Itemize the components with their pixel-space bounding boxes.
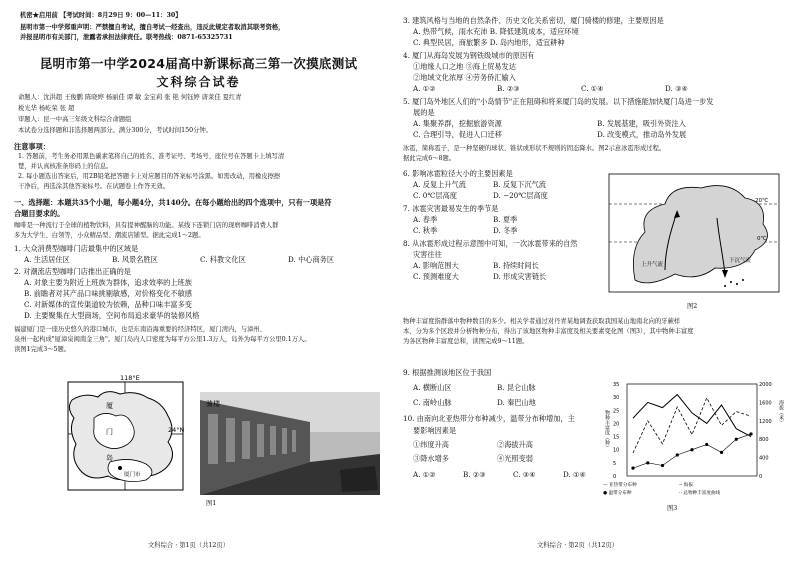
intro4-3: 为各区物种丰富度总和，读图完成9～11题。 — [403, 338, 529, 345]
fig2-caption: 图2 — [687, 303, 698, 310]
q6-opt-d: D. −20℃层高度 — [493, 191, 548, 200]
intro2-3: 读图1完成3～5题。 — [14, 346, 71, 353]
q5-stem: 5. 厦门岛外地区人们的"小岛情节"正在阻碍和将来厦门岛的发展。以下措施能加快厦门岛进一步发 — [403, 97, 714, 106]
y-left-tick-1: 5 — [613, 460, 617, 467]
label-downdraft: 下沉气流 — [729, 258, 752, 264]
map-label-1: 厦 — [106, 402, 113, 410]
series-point-1-3 — [676, 453, 679, 456]
qilou-photo — [200, 392, 380, 495]
series-point-1-7 — [735, 438, 738, 441]
hail-diagram — [605, 170, 785, 302]
intro2-2: 泉州一起构成"厦漳泉闽南金三角"。厦门岛内人口密度为每平方公里1.3万人，岛外为每平方公里0.1万人。 — [14, 336, 311, 343]
intro4-2: 本，分为多个区段并分析物种分布，得出了该地区物种丰富度及相关要素变化图（图3），其中物种丰富度 — [403, 328, 694, 335]
legend-4: ·· 总物种丰富度曲线 — [679, 491, 721, 496]
q9-opt-d: D. 秦巴山地 — [497, 398, 536, 407]
q1-opt-d: D. 中心商务区 — [288, 255, 335, 264]
map-longitude: 118°E — [120, 374, 140, 382]
y-left-tick-2: 10 — [613, 447, 620, 454]
q5-opt-c: C. 合理引导，促进人口迁移 — [413, 130, 502, 139]
q2-stem: 2. 对潮流店型咖啡门店推出正确的是 — [14, 267, 131, 276]
series-point-1-4 — [690, 448, 693, 451]
header-line: 机密★启用前 【考试时间：8月29日 9：00—11：30】 — [20, 12, 182, 19]
q10-opt-1: ①纬度升高 — [413, 440, 449, 449]
q3-opts-cd: C. 典型民居，商旅繁多 D. 岛内地形，适宜耕种 — [413, 38, 565, 47]
q3-opts-ab: A. 热带气候，雨水充沛 B. 降低建筑成本，适应环境 — [413, 27, 579, 36]
intro-1: 咖啡是一种流行于全球的植物饮料，具有提神醒脑的功能。某线下连锁门店的现磨咖啡消费人群 — [14, 222, 279, 229]
map-label-3: 岛 — [106, 454, 113, 462]
legend-3: ● 温带分布种 — [603, 491, 632, 496]
series-point-1-8 — [749, 432, 752, 435]
page-footer-2: 文科综合 · 第2页（共12页） — [537, 542, 618, 549]
y-left-tick-3: 15 — [613, 434, 620, 441]
q10-opt-4: ④光照变弱 — [497, 454, 533, 463]
q7-opt-a: A. 春季 — [413, 215, 438, 224]
map-label-2: 门 — [106, 428, 113, 436]
q10-opt-3: ③降水增多 — [413, 454, 449, 463]
authors-line-4: 本试卷分选择题和非选择题两部分。满分300分，考试时间150分钟。 — [18, 127, 213, 134]
section1-title-2: 合题目要求的。 — [14, 209, 65, 218]
q2-opt-c: C. 对新媒体的宣传渠道较为依赖，品种口味丰富多变 — [24, 300, 192, 309]
xiamen-map — [50, 372, 190, 497]
q7-opt-c: C. 秋季 — [413, 226, 438, 235]
q6-opt-c: C. 0℃层高度 — [413, 191, 457, 200]
q7-opt-b: B. 夏季 — [493, 215, 518, 224]
q5-opt-d: D. 改变模式，推动岛外发展 — [597, 130, 687, 139]
q9-opt-c: C. 南岭山脉 — [413, 398, 452, 407]
y-right-tick-3: 1200 — [759, 418, 772, 425]
y-right-tick-1: 400 — [759, 455, 769, 462]
legend-2: -- 海拔 — [679, 483, 693, 488]
y-axis-left-label: 物种丰富度（种） — [604, 410, 610, 450]
q4-stem: 4. 厦门从海岛发展为钢铁级城市的原因有 — [403, 51, 535, 60]
exam-title: 昆明市第一中学2024届高中新课标高三第一次摸底测试 — [39, 56, 358, 71]
section1-title: 一、选择题：本题共35个小题，每小题4分，共140分。在每小题给出的四个选项中，只有一项是符 — [14, 198, 332, 207]
authors-line-2: 税光华 杨屹荣 张 超 — [18, 105, 75, 112]
y-right-tick-5: 2000 — [759, 382, 772, 388]
q8-stem: 8. 从冰雹形成过程示意图中可知，一次冰雹带来的自然 — [403, 239, 578, 248]
q10-ans-d: D. ①④ — [563, 470, 586, 479]
intro3-1: 冰雹，简称雹子，是一种坚硬的球状、锥状或形状不规则的固态降水。图2示意冰雹形成过程。 — [403, 145, 666, 152]
photo-label: 骑楼 — [206, 400, 220, 408]
notice-line-2: 并报昆明市有关部门，泄露者承担法律责任。联考热线：0871-65325731 — [20, 34, 233, 41]
q8-opt-d: D. 形成灾害链长 — [493, 272, 547, 281]
series-point-1-2 — [661, 464, 664, 467]
y-left-tick-0: 0 — [613, 474, 617, 480]
q1-opt-b: B. 风景名胜区 — [112, 255, 158, 264]
intro-2: 多为大学生、白领等，小众精品型、潮流店铺型。据此完成1～2题。 — [14, 232, 205, 239]
right-page — [397, 0, 794, 561]
y-right-tick-4: 1600 — [759, 400, 772, 407]
q1-opt-a: A. 生活居住区 — [24, 255, 70, 264]
q1-stem: 1. 大众消费型咖啡门店最集中的区域是 — [14, 244, 139, 253]
q8-opt-c: C. 预测难度大 — [413, 272, 459, 281]
q8-opt-b: B. 持续时间长 — [493, 261, 539, 270]
q1-opt-c: C. 科教文化区 — [200, 255, 246, 264]
q9-stem: 9. 根据推测该地区位于我国 — [403, 368, 492, 377]
note-2: 2. 每小题选出答案后，用2B铅笔把答题卡上对应题目的答案标号涂黑。如需改动，用橡皮擦擦 — [18, 173, 281, 180]
map-city: 厦门市 — [124, 472, 141, 478]
q7-stem: 7. 冰雹灾害最易发生的季节是 — [403, 204, 499, 213]
q2-opt-d: D. 主要聚集在大型商场，空间布局追求豪华的装修风格 — [24, 311, 200, 320]
y-axis-right-label: 海拔（米） — [778, 400, 784, 425]
series-point-1-1 — [646, 461, 649, 464]
q4-opts-2: ②地域文化浓厚 ④劳务侨汇输入 — [413, 73, 516, 82]
fig1-caption: 图1 — [206, 500, 217, 507]
label-updraft: 上升气流 — [641, 262, 664, 268]
q6-opt-a: A. 反复上升气流 — [413, 180, 466, 189]
q4-ans-c: C. ①④ — [581, 84, 604, 93]
q5-stem-2: 展的是 — [413, 108, 435, 117]
note-1b: 楚，并认真核准条形码上的信息。 — [18, 163, 113, 170]
species-richness-chart — [599, 380, 789, 505]
exam-subtitle: 文科综合试卷 — [156, 75, 241, 89]
y-left-tick-4: 20 — [613, 421, 620, 428]
q10-ans-b: B. ②③ — [463, 470, 486, 479]
city-marker — [118, 466, 122, 470]
q8-stem-2: 灾害往往 — [413, 250, 442, 259]
q7-opt-d: D. 冬季 — [493, 226, 518, 235]
q4-ans-b: B. ②③ — [497, 84, 520, 93]
y-left-tick-6: 30 — [613, 395, 620, 402]
q6-stem: 6. 影响冰雹粒径大小的主要因素是 — [403, 169, 513, 178]
map-latitude: 24°N — [168, 426, 185, 434]
q10-opt-2: ②海拔升高 — [497, 440, 533, 449]
series-point-1-0 — [631, 467, 634, 470]
note-1: 1. 答题前，考生务必用黑色碳素笔将自己的姓名、准考证号、考场号、座位号在答题卡上填写清 — [18, 153, 285, 160]
y-right-tick-2: 800 — [759, 437, 769, 444]
notes-title: 注意事项： — [14, 142, 50, 151]
q10-stem: 10. 由南向北亚热带分布种减少，温带分布种增加，主 — [403, 414, 575, 423]
y-right-tick-0: 0 — [759, 474, 763, 480]
y-left-tick-5: 25 — [613, 408, 620, 415]
q4-ans-d: D. ③④ — [665, 84, 688, 93]
series-point-1-6 — [720, 451, 723, 454]
q2-opt-a: A. 对象主要为附近上班族为群体，追求效率的上班族 — [24, 278, 192, 287]
q3-stem: 3. 建筑风格与当地的自然条件、历史文化关系密切，厦门骑楼的修建，主要原因是 — [403, 16, 664, 25]
q4-ans-a: A. ①② — [413, 84, 436, 93]
q10-ans-c: C. ③④ — [513, 470, 536, 479]
q8-opt-a: A. 影响范围大 — [413, 261, 459, 270]
page-footer-1: 文科综合 · 第1页（共12页） — [148, 542, 229, 549]
q6-opt-b: B. 反复下沉气流 — [493, 180, 546, 189]
y-left-tick-7: 35 — [613, 382, 620, 388]
intro3-2: 据此完成6～8题。 — [403, 155, 456, 162]
q10-ans-a: A. ①② — [413, 470, 436, 479]
notice-line-1: 昆明市第一中学郑重声明：严禁擅自考试，擅自考试一经查出，违反此规定者取消其联考资格， — [20, 24, 285, 31]
legend-1: — 亚热带分布种 — [603, 483, 637, 488]
authors-line-1: 命题人：沈洪超 王俊鹏 陈晓婷 杨丽佳 谭 敏 金宝莉 张 艳 何钰婷 唐莱佳 夏红青 — [18, 94, 242, 101]
q9-opt-a: A. 横断山区 — [413, 383, 452, 392]
q4-opts-1: ①地缘人口之地 ③海上贸易发达 — [413, 62, 516, 71]
note-2b: 干净后，再选涂其他答案标号。在试题卷上作答无效。 — [18, 183, 170, 190]
q5-opt-a: A. 集聚养群，挖掘旅游资源 — [413, 119, 502, 128]
label-zero: 0℃ — [757, 236, 767, 242]
q10-stem-2: 要影响因素是 — [413, 426, 457, 435]
intro4-1: 物种丰富度指群落中物种数目的多少。相关学者通过对丹青某地调查获取我国某山地南北向的牙蕨样 — [403, 318, 681, 325]
q2-opt-b: B. 前瞻者对其产品口味挑剔敏感，对价格变化不敏感 — [24, 289, 192, 298]
authors-line-3: 审题人：昆一中高三年级文科综合命题组 — [18, 116, 132, 123]
series-point-1-5 — [705, 443, 708, 446]
label-minus20: -20℃ — [753, 198, 769, 204]
fig3-caption: 图3 — [667, 505, 678, 512]
q9-opt-b: B. 昆仑山脉 — [497, 383, 536, 392]
q5-opt-b: B. 发展基建，吸引外资注入 — [597, 119, 686, 128]
intro2-1: 福建厦门是一座历史悠久的港口城市，也是东南沿海重要的经济特区，厦门湾内，与漳州、 — [14, 326, 266, 333]
